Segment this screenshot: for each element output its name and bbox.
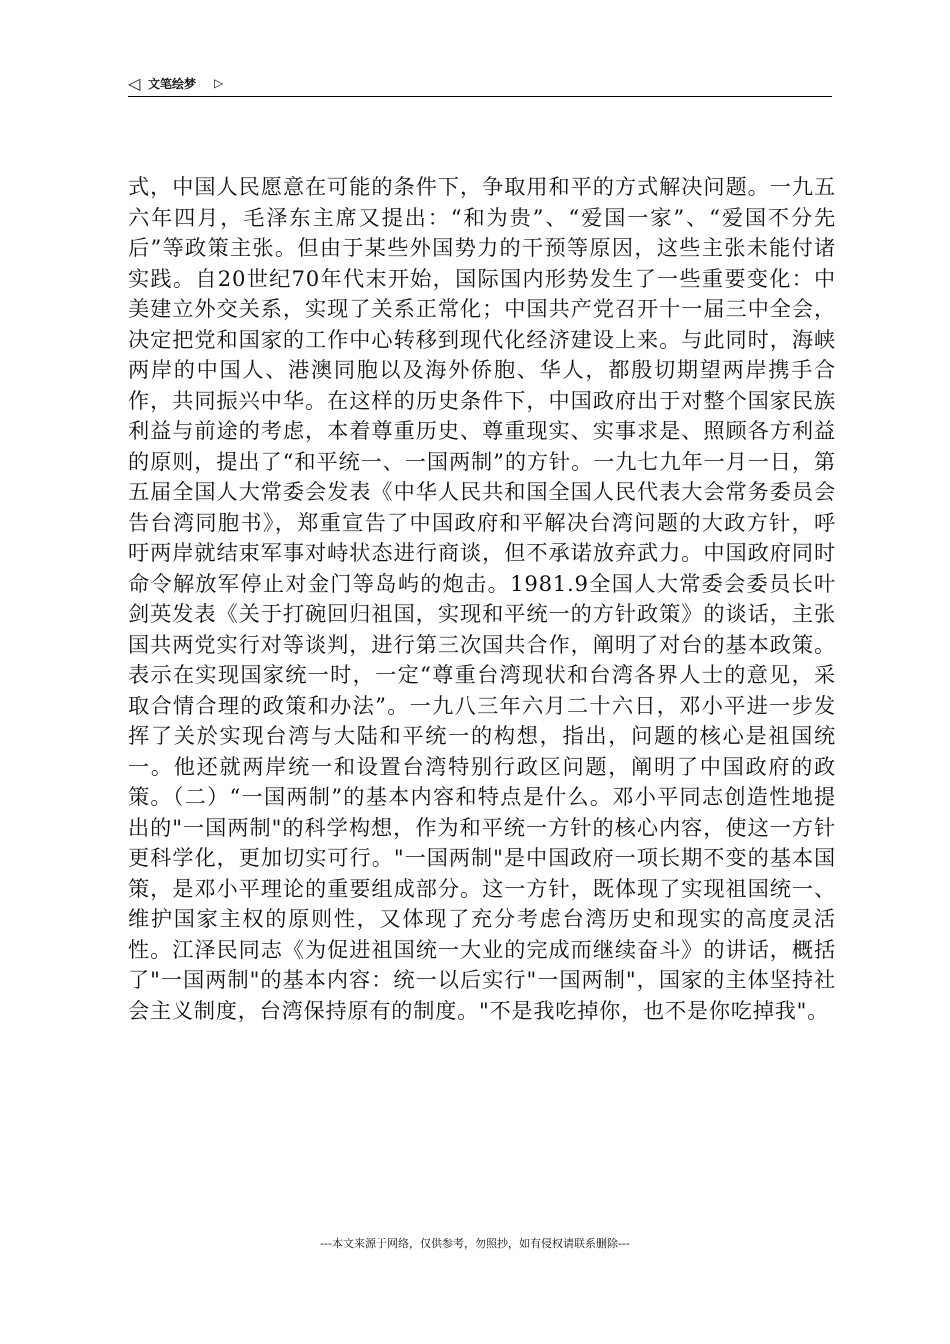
footer-notice: ---本文来源于网络，仅供参考，勿照抄，如有侵权请联系删除--- <box>320 1237 630 1250</box>
right-triangle-arrow-icon: ▷ <box>214 76 224 90</box>
body-paragraph: 式，中国人民愿意在可能的条件下，争取用和平的方式解决问题。一九五六年四月，毛泽东主席又提出：“和为贵”、“爱国一家”、“爱国不分先后”等政策主张。但由于某些外国势力的干预等原因，这些主张未能付诸实践。自20世纪70年代末开始，国际国内形势发生了一些重要变化：中美建立外交关系，实现了关系正常化；中国共产党召开十一届三中全会，决定把党和国家的工作中心转移到现代化经济建设上来。与此同时，海峡两岸的中国人、港澳同胞以及海外侨胞、华人，都殷切期望两岸携手合作，共同振兴中华。在这样的历史条件下，中国政府出于对整个国家民族利益与前途的考虑，本着尊重历史、尊重现实、实事求是、照顾各方利益的原则，提出了“和平统一、一国两制”的方针。一九七九年一月一日，第五届全国人大常委会发表《中华人民共和国全国人民代表大会常务委员会告台湾同胞书》，郑重宣告了中国政府和平解决台湾问题的大政方针，呼吁两岸就结束军事对峙状态进行商谈，但不承诺放弃武力。中国政府同时命令解放军停止对金门等岛屿的炮击。1981.9全国人大常委会委员长叶剑英发表《关于打碗回归祖国，实现和平统一的方针政策》的谈话，主张国共两党实行对等谈判，进行第三次国共合作，阐明了对台的基本政策。表示在实现国家统一时，一定“尊重台湾现状和台湾各界人士的意见，采取合情合理的政策和办法”。一九八三年六月二十六日，邓小平进一步发挥了关於实现台湾与大陆和平统一的构想，指出，问题的核心是祖国统一。他还就两岸统一和设置台湾特别行政区问题，阐明了中国政府的政策。（二）“一国两制”的基本内容和特点是什么。邓小平同志创造性地提出的"一国两制"的科学构想，作为和平统一方针的核心内容，使这一方针更科学化，更加切实可行。"一国两制"是中国政府一项长期不变的基本国策，是邓小平理论的重要组成部分。这一方针，既体现了实现祖国统一、维护国家主权的原则性，又体现了充分考虑台湾历史和现实的高度灵活性。江泽民同志《为促进祖国统一大业的完成而继续奋斗》的讲话，概括了"一国两制"的基本内容：统一以后实行"一国两制"，国家的主体坚持社会主义制度，台湾保持原有的制度。"不是我吃掉你，也不是你吃掉我"。 <box>128 174 836 1023</box>
header-title: 文笔绘梦 <box>148 77 197 91</box>
page-header <box>128 74 832 97</box>
left-triangle-arrow-icon: ◁ <box>128 74 141 93</box>
